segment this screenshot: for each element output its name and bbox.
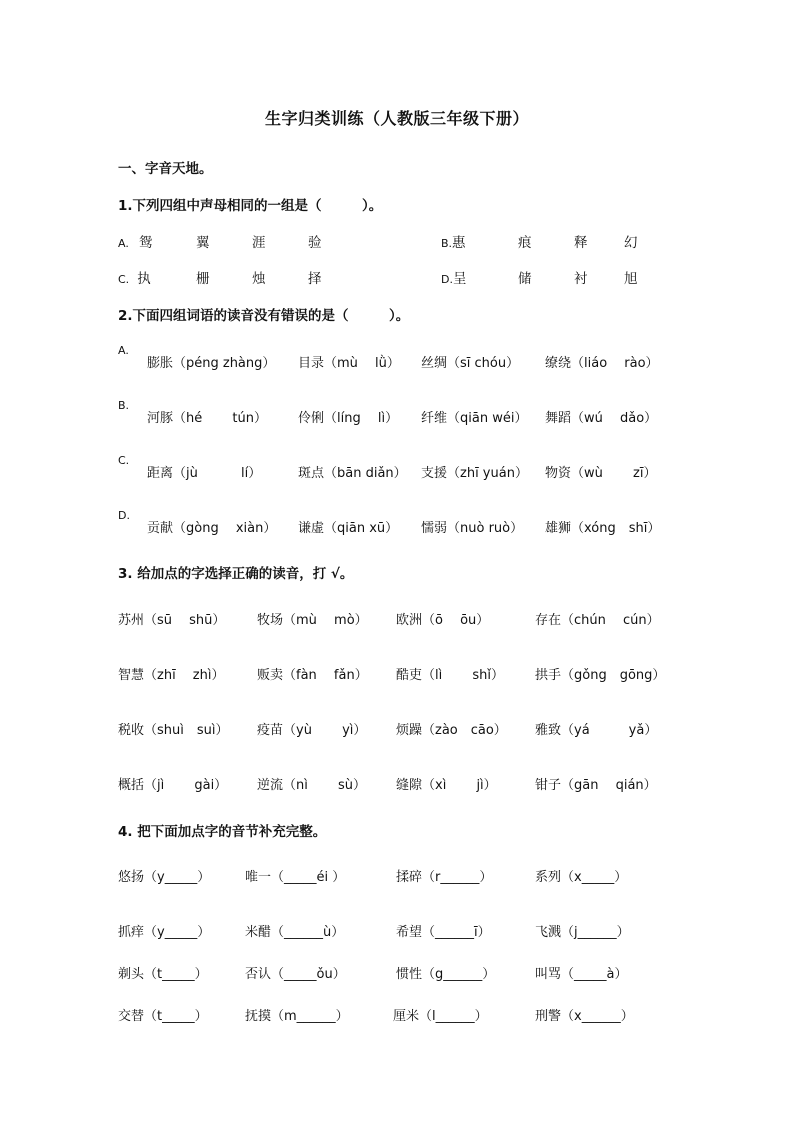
q3-r2-item-4: 拱手（gǒng gōng）	[535, 668, 666, 683]
q1-b-char-3: 释	[574, 235, 588, 251]
q3-r4-item-1: 概括（jì gài）	[118, 778, 228, 793]
q2-d-item-2: 谦虚（qiān xū）	[298, 521, 399, 536]
q4-r4-item-4: 刑警（x______）	[535, 1009, 634, 1024]
q3-r1-item-3: 欧洲（ō ōu）	[396, 613, 490, 628]
q2-a-item-1: 膨胀（péng zhàng）	[147, 356, 276, 371]
q3-r3-item-2: 疫苗（yù yì）	[257, 723, 367, 738]
q1-b-char-2: 痕	[518, 235, 532, 251]
q4-r2-item-3: 希望（______ī）	[396, 925, 491, 940]
q3-r2-item-2: 贩卖（fàn fǎn）	[257, 668, 368, 683]
page-title: 生字归类训练（人教版三年级下册）	[264, 109, 529, 128]
q4-r1-item-1: 悠扬（y_____）	[118, 870, 211, 885]
q2-b-item-4: 舞蹈（wú dǎo）	[545, 411, 658, 426]
q4-r4-item-1: 交替（t_____）	[118, 1009, 208, 1024]
q1-option-a: A. 鸳	[118, 235, 153, 251]
q2-c-item-1: 距离（jù lí）	[147, 466, 262, 481]
q3-r1-item-1: 苏州（sū shū）	[118, 613, 226, 628]
q1-c-char-2: 栅	[196, 271, 210, 287]
q1-c-char-4: 择	[308, 271, 322, 287]
q2-a-item-3: 丝绸（sī chóu）	[421, 356, 520, 371]
q2-c-item-2: 斑点（bān diǎn）	[298, 466, 407, 481]
q2-d-item-4: 雄狮（xóng shī）	[545, 521, 661, 536]
q3-r3-item-3: 烦躁（zào cāo）	[396, 723, 507, 738]
q4-r2-item-1: 抓痒（y_____）	[118, 925, 211, 940]
question-3-stem: 3. 给加点的字选择正确的读音，打 √。	[118, 566, 354, 582]
q4-r3-item-4: 叫骂（_____à）	[535, 967, 628, 982]
section-heading: 一、字音天地。	[118, 161, 213, 177]
q2-c-item-4: 物资（wù zī）	[545, 466, 657, 481]
q3-r4-item-2: 逆流（nì sù）	[257, 778, 366, 793]
q2-label-b: B.	[118, 399, 130, 412]
q4-r3-item-2: 否认（_____ǒu）	[245, 967, 346, 982]
q1-d-char-3: 衬	[574, 271, 588, 287]
q3-r4-item-3: 缝隙（xì jì）	[396, 778, 497, 793]
q3-r3-item-4: 雅致（yá yǎ）	[535, 723, 658, 738]
q2-label-a: A.	[118, 344, 129, 357]
q2-d-item-3: 懦弱（nuò ruò）	[421, 521, 524, 536]
q1-option-d: D.呈	[441, 271, 467, 287]
question-2-stem: 2.下面四组词语的读音没有错误的是（ ）。	[118, 308, 410, 324]
q2-label-c: C.	[118, 454, 130, 467]
question-1-stem: 1.下列四组中声母相同的一组是（ ）。	[118, 198, 383, 214]
q1-a-char-3: 涯	[252, 235, 266, 251]
q3-r3-item-1: 税收（shuì suì）	[118, 723, 229, 738]
q1-option-b: B.惠	[441, 235, 466, 251]
q4-r1-item-2: 唯一（_____éi ）	[245, 870, 346, 885]
q3-r2-item-1: 智慧（zhī zhì）	[118, 668, 225, 683]
q2-d-item-1: 贡献（gòng xiàn）	[147, 521, 277, 536]
q3-r1-item-2: 牧场（mù mò）	[257, 613, 368, 628]
q1-a-char-4: 验	[308, 235, 322, 251]
q2-a-item-2: 目录（mù lǜ）	[298, 356, 400, 371]
q1-c-char-3: 烛	[252, 271, 266, 287]
q1-d-char-2: 储	[518, 271, 532, 287]
q2-a-item-4: 缭绕（liáo rào）	[545, 356, 659, 371]
q2-b-item-1: 河豚（hé tún）	[147, 411, 267, 426]
q1-a-char-2: 翼	[196, 235, 210, 251]
q2-c-item-3: 支援（zhī yuán）	[421, 466, 528, 481]
q3-r2-item-3: 酷吏（lì shǐ）	[396, 668, 504, 683]
q2-b-item-3: 纤维（qiān wéi）	[421, 411, 528, 426]
q4-r2-item-4: 飞溅（j______）	[535, 925, 630, 940]
q4-r1-item-4: 系列（x_____）	[535, 870, 628, 885]
question-4-stem: 4. 把下面加点字的音节补充完整。	[118, 824, 327, 840]
q1-d-char-4: 旭	[624, 271, 638, 287]
q4-r4-item-3: 厘米（l______）	[393, 1009, 488, 1024]
q2-label-d: D.	[118, 509, 130, 522]
q4-r2-item-2: 米醋（______ù）	[245, 925, 345, 940]
q3-r1-item-4: 存在（chún cún）	[535, 613, 660, 628]
q4-r4-item-2: 抚摸（m______）	[245, 1009, 349, 1024]
q1-b-char-4: 幻	[624, 235, 638, 251]
q3-r4-item-4: 钳子（gān qián）	[535, 778, 657, 793]
q4-r1-item-3: 揉碎（r______）	[396, 870, 493, 885]
q4-r3-item-3: 惯性（g______）	[396, 967, 496, 982]
q1-option-c: C. 执	[118, 271, 151, 287]
q2-b-item-2: 伶俐（líng lì）	[298, 411, 399, 426]
q4-r3-item-1: 剃头（t_____）	[118, 967, 208, 982]
